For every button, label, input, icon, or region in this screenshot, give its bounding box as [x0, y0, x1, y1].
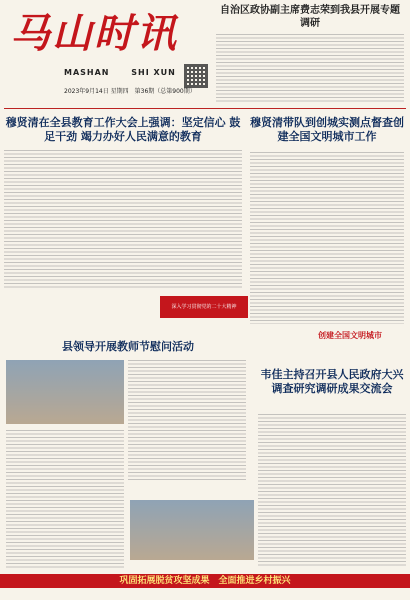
article-body	[258, 414, 406, 568]
civilization-tag: 创建全国文明城市	[318, 331, 382, 340]
study-banner: 深入学习贯彻党的二十大精神	[160, 296, 248, 318]
article-body	[128, 360, 246, 480]
masthead-title: 马山时讯	[10, 10, 178, 57]
headline-main-left: 穆贤清在全县教育工作大会上强调：坚定信心 鼓足干劲 竭力办好人民满意的教育	[5, 116, 241, 143]
headline-top-right: 自治区政协副主席费志荣到我县开展专题调研	[220, 5, 400, 29]
issue-line: 2023年9月14日 星期四 第36期（总第900期）	[64, 88, 196, 95]
article-body	[250, 152, 404, 324]
headline-teachers-day: 县领导开展教师节慰问活动	[62, 340, 194, 353]
qr-code-icon	[184, 64, 208, 88]
masthead-pinyin	[64, 68, 194, 77]
photo	[6, 360, 124, 424]
headline-research: 韦佳主持召开县人民政府大兴调查研究调研成果交流会	[260, 368, 404, 395]
bottom-banner: 巩固拓展脱贫攻坚成果 全面推进乡村振兴	[0, 574, 410, 588]
headline-main-right: 穆贤清带队到创城实测点督查创建全国文明城市工作	[250, 116, 404, 143]
article-body	[4, 150, 242, 290]
pinyin-right: SHI XUN	[131, 68, 176, 77]
article-body	[6, 430, 124, 568]
divider	[4, 108, 406, 109]
photo	[130, 500, 254, 560]
pinyin-left: MASHAN	[64, 68, 110, 77]
article-body	[216, 34, 404, 104]
masthead	[6, 2, 206, 94]
